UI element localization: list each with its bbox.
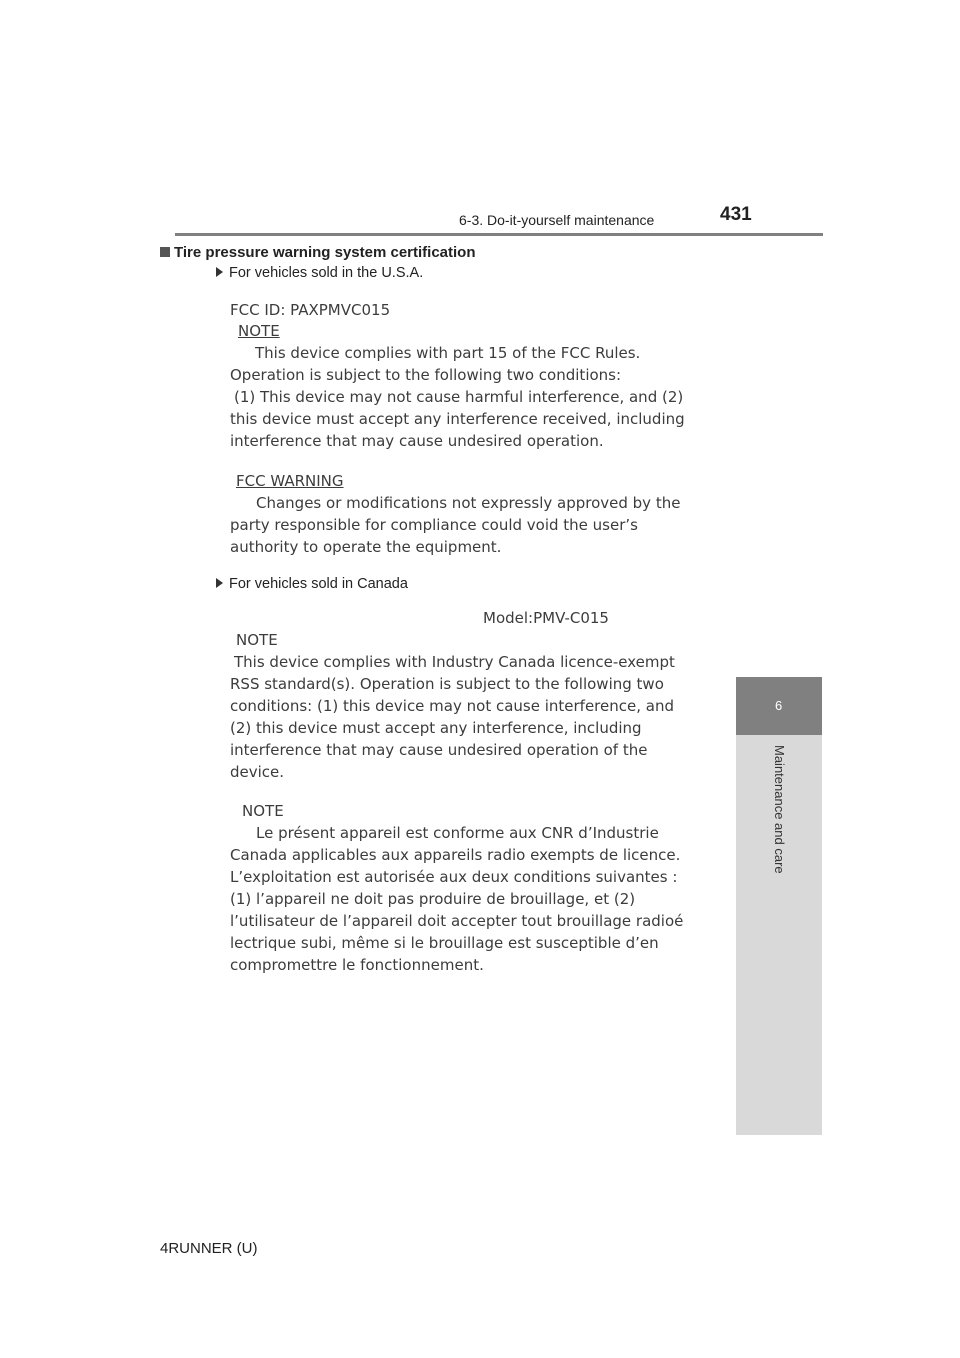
canada-note-line: interference that may cause undesired operation of the: [230, 741, 648, 759]
canada-note-fr-title: NOTE: [242, 802, 284, 820]
canada-subheading: [216, 576, 408, 592]
canada-model: Model:PMV-C015: [483, 609, 609, 627]
triangle-bullet-icon: [216, 578, 223, 588]
canada-note-fr-line: L’exploitation est autorisée aux deux conditions suivantes :: [230, 868, 678, 886]
usa-note-line: this device must accept any interference received, including: [230, 410, 685, 428]
fcc-warning-line: authority to operate the equipment.: [230, 538, 502, 556]
fcc-warning-line: Changes or modifications not expressly approved by the: [256, 494, 681, 512]
usa-note-line: interference that may cause undesired operation.: [230, 432, 604, 450]
chapter-tab-title: [736, 735, 822, 1135]
chapter-tab-number: [736, 677, 822, 735]
canada-note-line: (2) this device must accept any interference, including: [230, 719, 642, 737]
header-rule: [175, 233, 823, 236]
canada-note-title: NOTE: [236, 631, 278, 649]
chapter-number: 6: [775, 698, 783, 713]
canada-note-fr-line: lectrique subi, même si le brouillage est susceptible d’en: [230, 934, 659, 952]
canada-note-fr-line: (1) l’appareil ne doit pas produire de brouillage, et (2): [230, 890, 636, 908]
canada-note-line: conditions: (1) this device may not cause interference, and: [230, 697, 674, 715]
canada-note-fr-line: Le présent appareil est conforme aux CNR d’Industrie: [256, 824, 659, 842]
square-bullet-icon: [160, 247, 170, 257]
fcc-id: FCC ID: PAXPMVC015: [230, 301, 391, 319]
footer-model: 4RUNNER (U): [160, 1240, 258, 1257]
fcc-warning-line: party responsible for compliance could void the user’s: [230, 516, 638, 534]
usa-label: For vehicles sold in the U.S.A.: [229, 265, 424, 281]
triangle-bullet-icon: [216, 267, 223, 277]
canada-label: For vehicles sold in Canada: [229, 576, 408, 592]
usa-note-title: NOTE: [238, 322, 280, 340]
canada-note-line: RSS standard(s). Operation is subject to the following two: [230, 675, 664, 693]
usa-note-line: This device complies with part 15 of the FCC Rules.: [255, 344, 641, 362]
section-heading: [160, 244, 476, 261]
canada-note-fr-line: compromettre le fonctionnement.: [230, 956, 484, 974]
usa-note-line: Operation is subject to the following two conditions:: [230, 366, 622, 384]
canada-note-fr-line: Canada applicables aux appareils radio exempts de licence.: [230, 846, 681, 864]
section-heading-text: Tire pressure warning system certification: [174, 244, 476, 261]
usa-note-line: (1) This device may not cause harmful interference, and (2): [234, 388, 684, 406]
canada-note-fr-line: l’utilisateur de l’appareil doit accepter tout brouillage radioé: [230, 912, 684, 930]
section-title: 6-3. Do-it-yourself maintenance: [459, 212, 655, 228]
usa-subheading: [216, 265, 423, 281]
fcc-warning-title: FCC WARNING: [236, 472, 344, 490]
page-number: 431: [720, 204, 752, 225]
canada-note-line: This device complies with Industry Canada licence-exempt: [234, 653, 675, 671]
canada-note-line: device.: [230, 763, 285, 781]
chapter-title: Maintenance and care: [772, 745, 787, 874]
